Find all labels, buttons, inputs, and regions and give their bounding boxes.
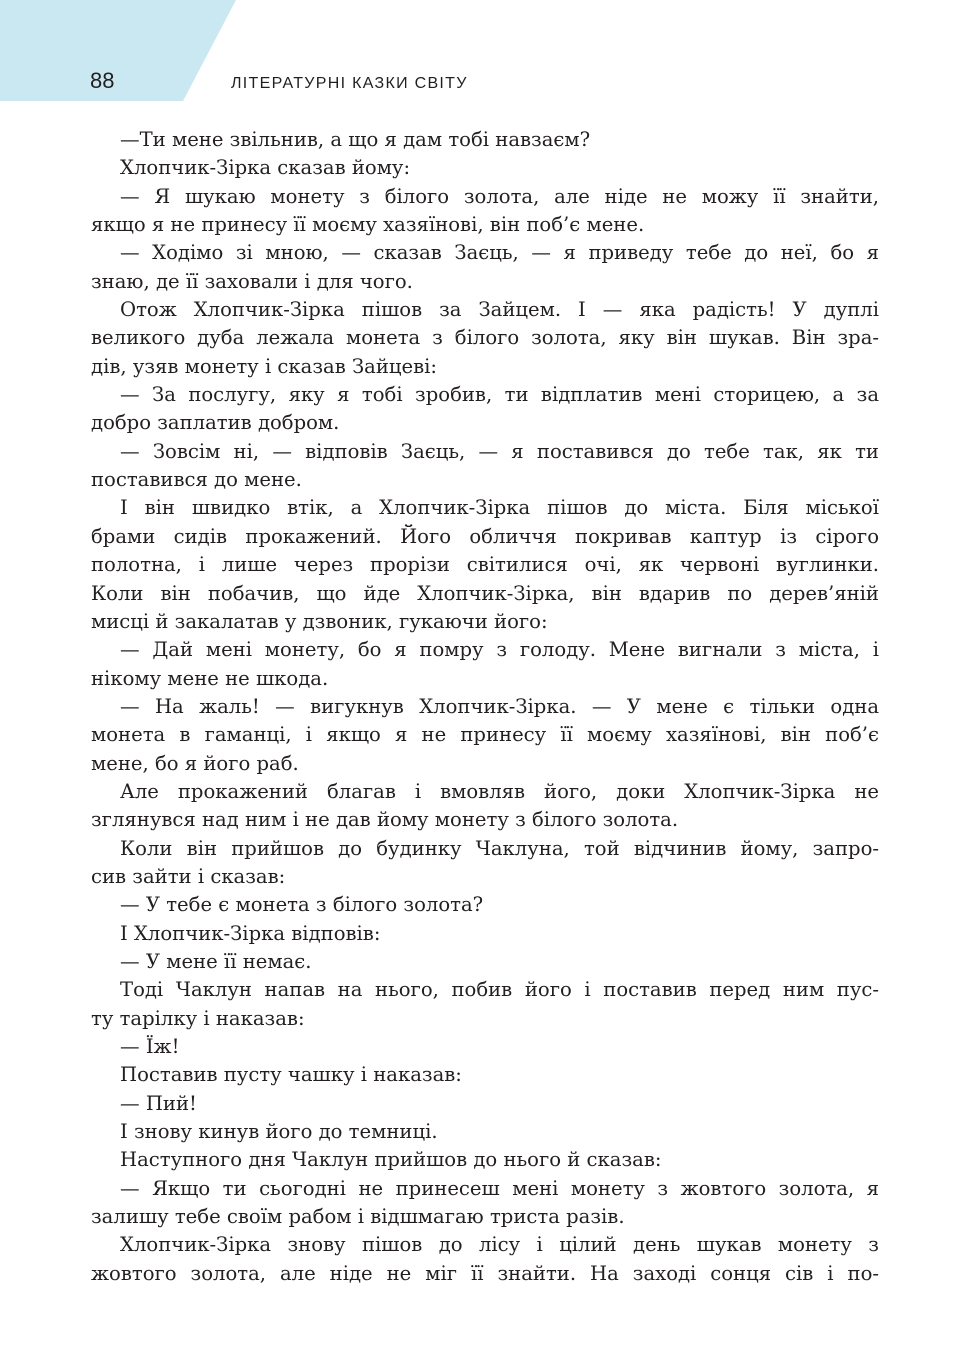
text-line: знаю, де її заховали і для чого.: [91, 269, 413, 293]
text-line: — На жаль! — вигукнув Хлопчик-Зірка. — У мене є тільки одна: [120, 694, 879, 718]
text-line: сив зайти і сказав:: [91, 864, 286, 888]
text-line: —Ти мене звільнив, а що я дам тобі навзаєм?: [120, 128, 591, 151]
text-line: — Ходімо зі мною, — сказав Заєць, — я приведу тебе до неї, бо я: [120, 241, 879, 265]
text-line: залишу тебе своїм рабом і відшмагаю триста разів.: [91, 1205, 625, 1229]
text-line: Наступного дня Чаклун прийшов до нього й сказав:: [120, 1148, 662, 1172]
text-line: монета в гаманці, і якщо я не принесу її моєму хазяїнові, він поб’є: [91, 723, 879, 747]
text-line: — Дай мені монету, бо я помру з голоду. Мене вигнали з міста, і: [120, 638, 879, 662]
text-line: — Зовсім ні, — відповів Заєць, — я поставився до тебе так, як ти: [120, 439, 879, 463]
text-line: Хлопчик-Зірка сказав йому:: [120, 156, 411, 180]
text-line: мене, бо я його раб.: [91, 751, 299, 775]
text-line: нікому мене не шкода.: [91, 666, 329, 690]
text-line: — Їж!: [120, 1035, 180, 1058]
text-line: полотна, і лише через прорізи світилися очі, як червоні вуглинки.: [91, 553, 879, 577]
text-line: брами сидів прокажений. Його обличчя покривав каптур із сірого: [91, 524, 879, 548]
running-header: ЛІТЕРАТУРНІ КАЗКИ СВІТУ: [231, 75, 468, 92]
text-line: якщо я не принесу її моєму хазяїнові, він поб’є мене.: [91, 213, 645, 237]
text-line: Коли він побачив, що йде Хлопчик-Зірка, він вдарив по дерев’яній: [91, 581, 879, 605]
text-line: — Якщо ти сьогодні не принесеш мені монету з жовтого золота, я: [120, 1176, 879, 1200]
text-line: добро заплатив добром.: [91, 411, 340, 435]
text-line: великого дуба лежала монета з білого золота, яку він шукав. Він зра-: [91, 326, 879, 350]
text-line: І знову кинув його до темниці.: [120, 1120, 438, 1144]
text-line: — У мене її немає.: [120, 949, 312, 973]
text-line: Тоді Чаклун напав на нього, побив його і поставив перед ним пус-: [120, 978, 879, 1002]
text-line: — За послугу, яку я тобі зробив, ти відплатив мені сторицею, а за: [120, 383, 879, 407]
text-line: жовтого золота, але ніде не міг її знайти. На заході сонця сів і по-: [91, 1261, 879, 1285]
page-number: 88: [90, 68, 115, 93]
text-line: — Я шукаю монету з білого золота, але ніде не можу її знайти,: [120, 184, 879, 208]
text-line: І Хлопчик-Зірка відповів:: [120, 921, 381, 945]
text-line: Хлопчик-Зірка знову пішов до лісу і цілий день шукав монету з: [120, 1233, 879, 1257]
text-line: — У тебе є монета з білого золота?: [120, 893, 484, 917]
text-line: ту тарілку і наказав:: [91, 1006, 305, 1030]
text-line: І він швидко втік, а Хлопчик-Зірка пішов до міста. Біля міської: [120, 496, 879, 520]
header-corner-tab: [0, 0, 963, 101]
text-line: Поставив пусту чашку і наказав:: [120, 1063, 462, 1087]
text-line: Але прокажений благав і вмовляв його, доки Хлопчик-Зірка не: [120, 779, 879, 803]
text-line: — Пий!: [120, 1091, 197, 1115]
text-line: зглянувся над ним і не дав йому монету з білого золота.: [91, 808, 679, 832]
text-line: Коли він прийшов до будинку Чаклуна, той відчинив йому, запро-: [120, 836, 879, 860]
text-line: Отож Хлопчик-Зірка пішов за Зайцем. І — яка радість! У дуплі: [120, 298, 879, 322]
text-line: поставився до мене.: [91, 468, 302, 492]
body-text: [91, 126, 879, 1288]
text-line: мисці й закалатав у дзвоник, гукаючи його:: [91, 609, 548, 633]
text-line: дів, узяв монету і сказав Зайцеві:: [91, 354, 438, 378]
